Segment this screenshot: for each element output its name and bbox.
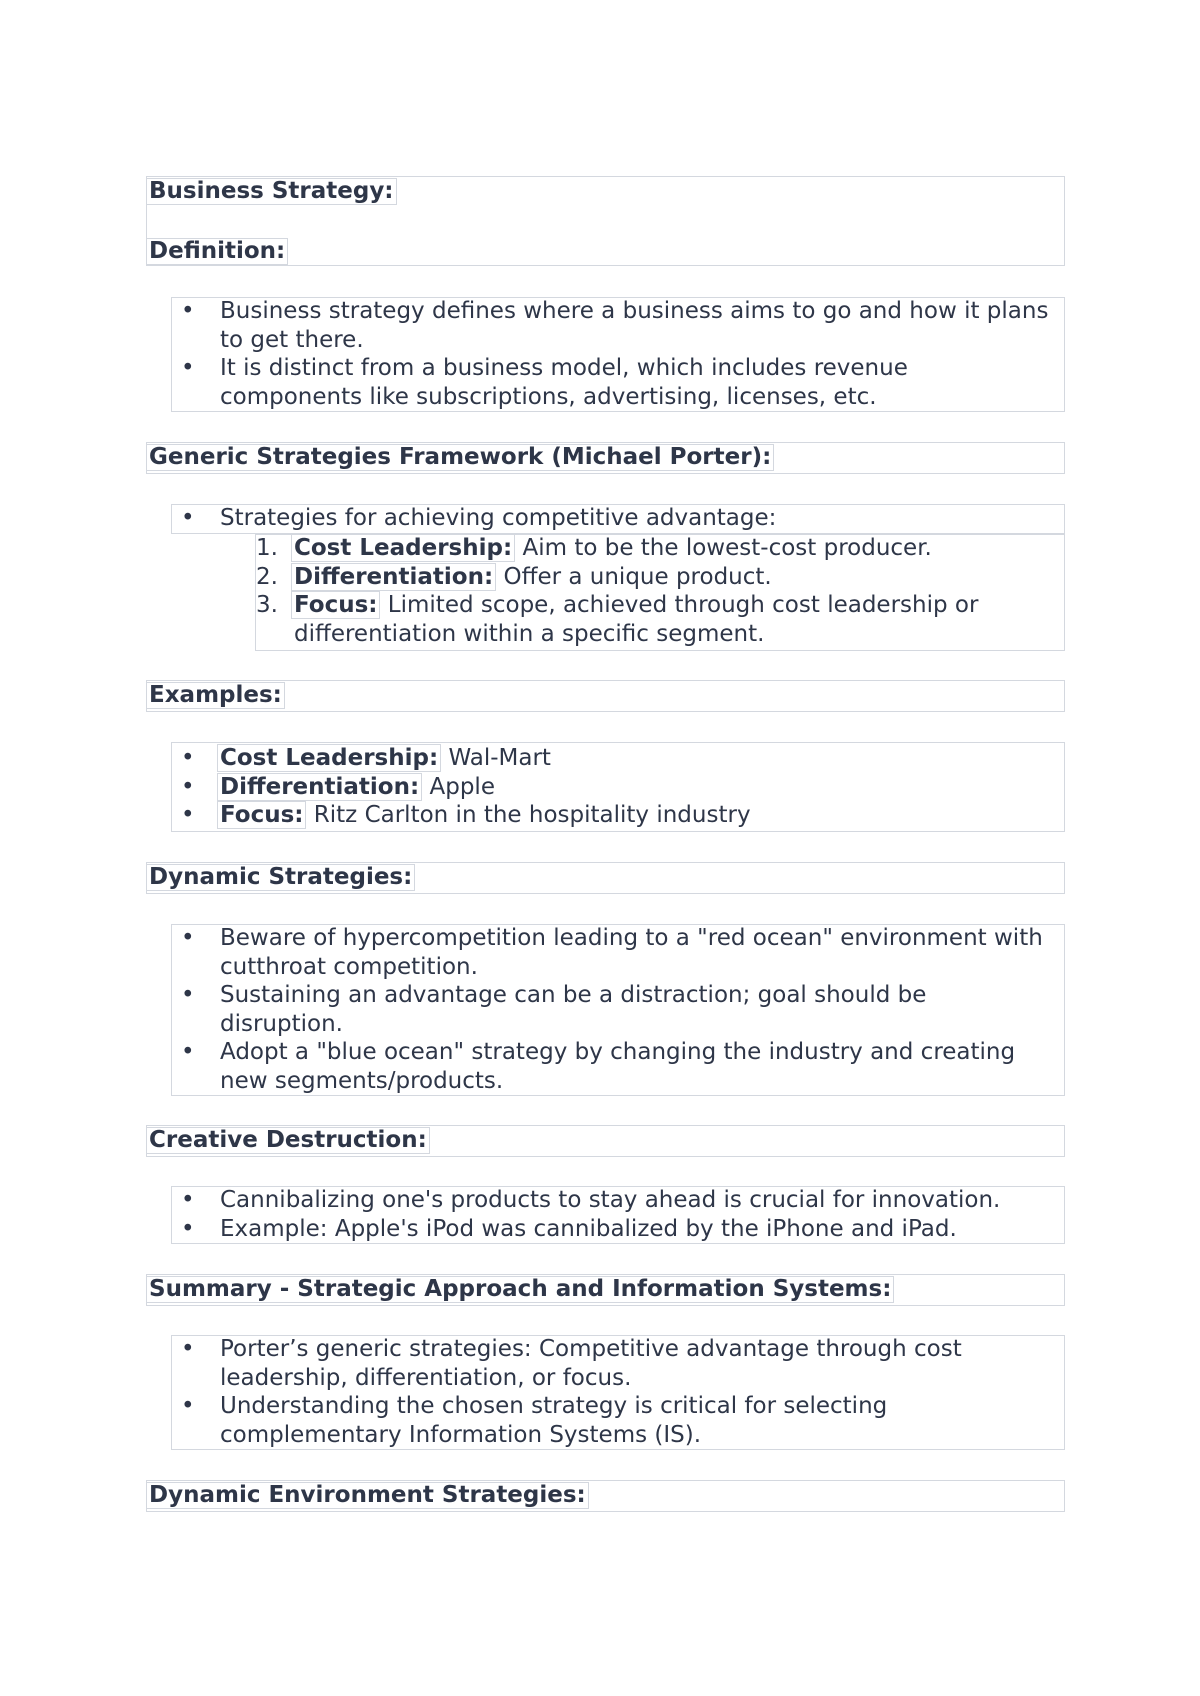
generic-heading: Generic Strategies Framework (Michael Porter):: [146, 444, 774, 471]
examples-list: [172, 744, 1052, 830]
numbered-item: 1. Cost Leadership: Aim to be the lowest-cost producer.: [256, 535, 932, 561]
bullet-icon: •: [181, 745, 195, 771]
dyn-env-heading: Dynamic Environment Strategies:: [146, 1482, 589, 1509]
list-item: • Adopt a "blue ocean" strategy by changing the industry and creating new segments/products.: [181, 1039, 1016, 1094]
list-item: • Business strategy defines where a business aims to go and how it plans to get there.: [181, 298, 1049, 353]
bullet-icon: •: [181, 1039, 195, 1065]
list-item: • Example: Apple's iPod was cannibalized by the iPhone and iPad.: [181, 1215, 957, 1242]
dynamic-heading: Dynamic Strategies:: [146, 864, 415, 891]
dynamic-list: [172, 924, 1052, 1095]
bullet-icon: •: [181, 982, 195, 1008]
definition-list: [172, 297, 1052, 411]
list-item: • Cost Leadership: Wal-Mart: [181, 745, 551, 771]
list-item: • Sustaining an advantage can be a distraction; goal should be disruption.: [181, 982, 927, 1037]
generic-intro: [172, 504, 1052, 533]
bullet-icon: •: [181, 1336, 195, 1362]
bullet-icon: •: [181, 1215, 195, 1242]
list-item: • Beware of hypercompetition leading to a "red ocean" environment with cutthroat competition.: [181, 925, 1043, 980]
list-item: • Differentiation: Apple: [181, 773, 495, 800]
list-item: • It is distinct from a business model, which includes revenue components like subscriptions, advertising, licenses, etc.: [181, 355, 908, 410]
summary-heading: Summary - Strategic Approach and Information Systems:: [146, 1276, 894, 1303]
bullet-icon: •: [181, 505, 195, 531]
examples-heading: Examples:: [146, 682, 285, 709]
list-item: • Strategies for achieving competitive advantage:: [181, 505, 777, 531]
bullet-icon: •: [181, 925, 195, 951]
list-item: • Cannibalizing one's products to stay ahead is crucial for innovation.: [181, 1187, 1001, 1213]
summary-list: [172, 1335, 1052, 1449]
bullet-icon: •: [181, 1187, 195, 1213]
generic-numbered-list: [256, 534, 1046, 648]
business-strategy-heading: Business Strategy:: [146, 178, 397, 205]
bullet-icon: •: [181, 355, 195, 381]
definition-heading: Definition:: [146, 238, 288, 265]
list-item: • Understanding the chosen strategy is critical for selecting complementary Information Systems (IS).: [181, 1393, 888, 1448]
bullet-icon: •: [181, 773, 195, 800]
bullet-icon: •: [181, 802, 195, 828]
numbered-item: 3. Focus: Limited scope, achieved through cost leadership or differentiation within a specific segment.: [256, 592, 979, 647]
numbered-item: 2. Differentiation: Offer a unique product.: [256, 563, 772, 590]
list-item: • Porter’s generic strategies: Competitive advantage through cost leadership, differentiation, or focus.: [181, 1336, 962, 1391]
bullet-icon: •: [181, 298, 195, 324]
bullet-icon: •: [181, 1393, 195, 1419]
list-item: • Focus: Ritz Carlton in the hospitality industry: [181, 802, 751, 828]
creative-list: [172, 1186, 1062, 1243]
creative-heading: Creative Destruction:: [146, 1127, 430, 1154]
